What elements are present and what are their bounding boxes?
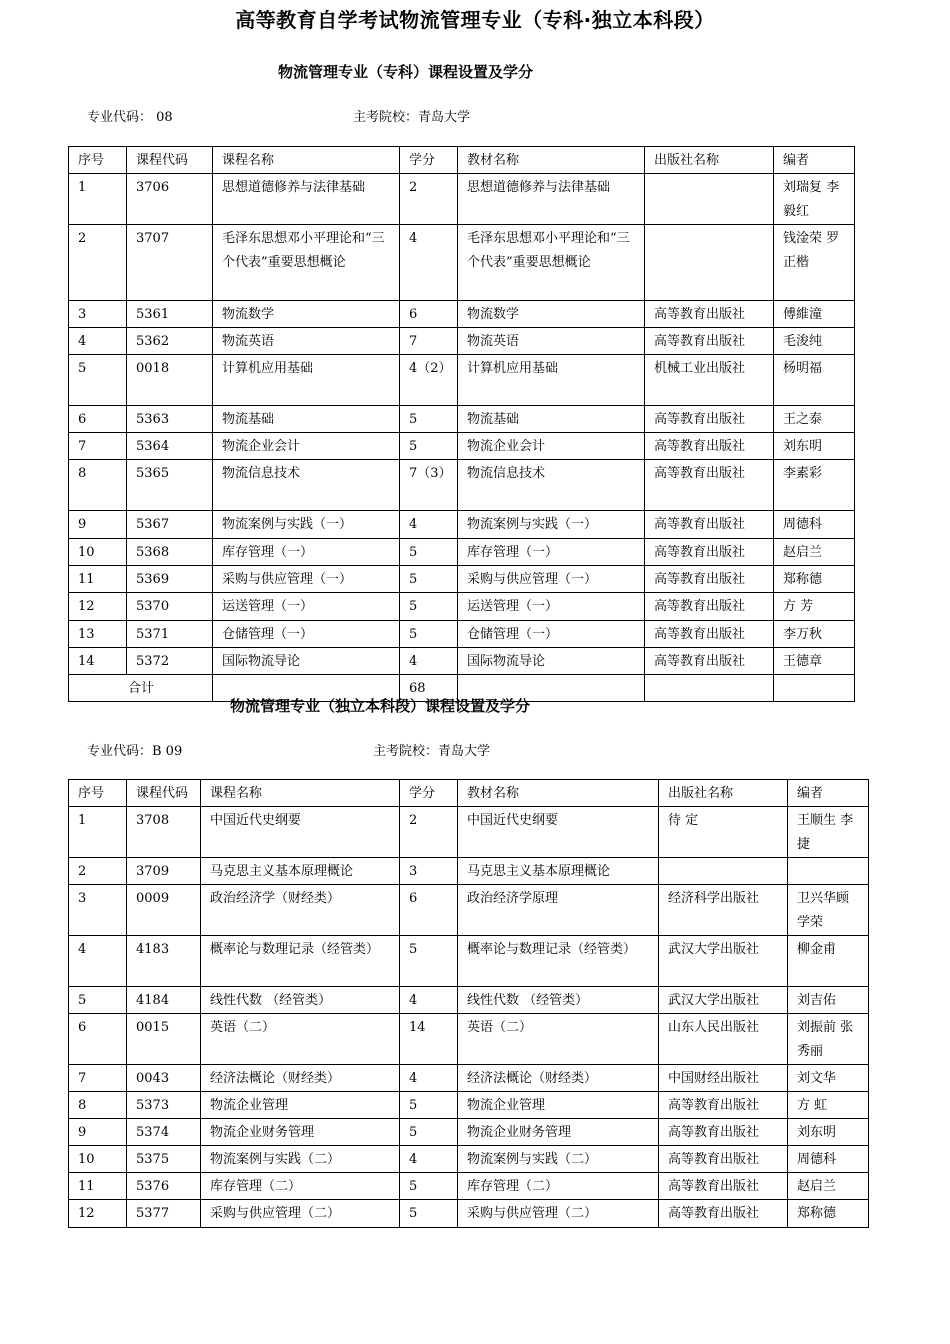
cell-course-name: 物流英语: [213, 328, 400, 355]
cell-credits: 5: [400, 433, 458, 460]
cell-editor: 周德科: [774, 511, 855, 539]
header-seq: 序号: [69, 147, 127, 174]
cell-editor: 刘文华: [788, 1065, 869, 1092]
cell-seq: 12: [69, 593, 127, 621]
cell-credits: 6: [400, 885, 458, 936]
cell-publisher: 高等教育出版社: [659, 1173, 788, 1200]
cell-seq: 5: [69, 987, 127, 1014]
cell-textbook: 运送管理（一）: [458, 593, 645, 621]
cell-course-code: 5363: [127, 406, 213, 433]
cell-publisher: 高等教育出版社: [645, 511, 774, 539]
cell-seq: 12: [69, 1200, 127, 1228]
cell-credits: 5: [400, 593, 458, 621]
cell-course-code: 5372: [127, 648, 213, 675]
table-row: [69, 328, 855, 355]
cell-publisher: [659, 858, 788, 885]
header-textbook: 教材名称: [458, 147, 645, 174]
cell-seq: 8: [69, 460, 127, 511]
cell-editor: 方 虹: [788, 1092, 869, 1119]
cell-textbook: 库存管理（一）: [458, 539, 645, 566]
course-table-bachelor: [68, 779, 869, 1228]
cell-textbook: 思想道德修养与法律基础: [458, 174, 645, 225]
cell-seq: 13: [69, 621, 127, 648]
table-row: [69, 621, 855, 648]
cell-textbook: 仓储管理（一）: [458, 621, 645, 648]
cell-course-code: 3707: [127, 225, 213, 301]
cell-course-code: 0043: [127, 1065, 201, 1092]
cell-seq: 1: [69, 174, 127, 225]
cell-credits: 4（2）: [400, 355, 458, 406]
cell-seq: 10: [69, 1146, 127, 1173]
cell-credits: 2: [400, 807, 458, 858]
cell-seq: 1: [69, 807, 127, 858]
cell-course-name: 库存管理（一）: [213, 539, 400, 566]
cell-seq: 9: [69, 511, 127, 539]
cell-credits: 4: [400, 648, 458, 675]
header-seq: 序号: [69, 780, 127, 807]
cell-credits: 5: [400, 1173, 458, 1200]
cell-course-name: 物流企业财务管理: [201, 1119, 400, 1146]
cell-course-name: 中国近代史纲要: [201, 807, 400, 858]
cell-publisher: 中国财经出版社: [659, 1065, 788, 1092]
header-course-code: 课程代码: [127, 147, 213, 174]
header-editor: 编者: [788, 780, 869, 807]
section2-title: 物流管理专业（独立本科段）课程设置及学分: [230, 697, 531, 715]
header-course-name: 课程名称: [201, 780, 400, 807]
cell-course-code: 0018: [127, 355, 213, 406]
header-course-code: 课程代码: [127, 780, 201, 807]
cell-publisher: 高等教育出版社: [645, 648, 774, 675]
cell-course-name: 物流企业管理: [201, 1092, 400, 1119]
table-row: [69, 1200, 869, 1228]
cell-course-name: 物流信息技术: [213, 460, 400, 511]
cell-course-name: 库存管理（二）: [201, 1173, 400, 1200]
cell-credits: 4: [400, 1146, 458, 1173]
table-row: [69, 936, 869, 987]
cell-course-name: 物流基础: [213, 406, 400, 433]
cell-textbook: 物流数学: [458, 301, 645, 328]
cell-editor: 刘吉佑: [788, 987, 869, 1014]
total-credits: 68: [400, 675, 458, 702]
cell-textbook: 概率论与数理记录（经管类）: [458, 936, 659, 987]
cell-textbook: 国际物流导论: [458, 648, 645, 675]
cell-course-code: 5362: [127, 328, 213, 355]
cell-editor: 李素彩: [774, 460, 855, 511]
cell-publisher: 高等教育出版社: [659, 1119, 788, 1146]
table-row: [69, 648, 855, 675]
cell-course-code: 5371: [127, 621, 213, 648]
cell-seq: 6: [69, 406, 127, 433]
cell-seq: 5: [69, 355, 127, 406]
cell-publisher: 高等教育出版社: [645, 566, 774, 593]
cell-seq: 3: [69, 885, 127, 936]
cell-publisher: 高等教育出版社: [645, 460, 774, 511]
cell-course-code: 5375: [127, 1146, 201, 1173]
cell-editor: 钱淦荣 罗正楷: [774, 225, 855, 301]
cell-course-name: 物流案例与实践（一）: [213, 511, 400, 539]
cell-publisher: 机械工业出版社: [645, 355, 774, 406]
cell-seq: 11: [69, 1173, 127, 1200]
cell-textbook: 线性代数 （经管类）: [458, 987, 659, 1014]
cell-textbook: 物流企业财务管理: [458, 1119, 659, 1146]
cell-course-code: 5361: [127, 301, 213, 328]
cell-editor: 柳金甫: [788, 936, 869, 987]
cell-textbook: 物流企业会计: [458, 433, 645, 460]
section2-school: 主考院校：青岛大学: [373, 744, 491, 759]
cell-textbook: 物流案例与实践（二）: [458, 1146, 659, 1173]
cell-course-code: 0015: [127, 1014, 201, 1065]
header-publisher: 出版社名称: [659, 780, 788, 807]
header-editor: 编者: [774, 147, 855, 174]
cell-credits: 5: [400, 621, 458, 648]
cell-course-code: 5367: [127, 511, 213, 539]
cell-course-name: 物流企业会计: [213, 433, 400, 460]
cell-textbook: 英语（二）: [458, 1014, 659, 1065]
cell-publisher: 高等教育出版社: [645, 593, 774, 621]
cell-course-code: 4183: [127, 936, 201, 987]
cell-credits: 4: [400, 1065, 458, 1092]
cell-publisher: [645, 174, 774, 225]
cell-editor: [788, 858, 869, 885]
cell-editor: 郑称德: [788, 1200, 869, 1228]
cell-editor: 王之泰: [774, 406, 855, 433]
cell-seq: 6: [69, 1014, 127, 1065]
cell-credits: 5: [400, 1092, 458, 1119]
cell-publisher: 山东人民出版社: [659, 1014, 788, 1065]
cell-seq: 10: [69, 539, 127, 566]
cell-seq: 7: [69, 1065, 127, 1092]
cell-textbook: 采购与供应管理（一）: [458, 566, 645, 593]
cell-seq: 11: [69, 566, 127, 593]
cell-course-name: 国际物流导论: [213, 648, 400, 675]
table-row: [69, 301, 855, 328]
page-title: 高等教育自学考试物流管理专业（专科·独立本科段）: [235, 8, 715, 32]
cell-course-name: 仓储管理（一）: [213, 621, 400, 648]
cell-seq: 2: [69, 858, 127, 885]
cell-course-code: 5368: [127, 539, 213, 566]
cell-publisher: 经济科学出版社: [659, 885, 788, 936]
table-row: [69, 1092, 869, 1119]
cell-credits: 7（3）: [400, 460, 458, 511]
table-row: [69, 460, 855, 511]
cell-publisher: 高等教育出版社: [645, 621, 774, 648]
cell-course-name: 政治经济学（财经类）: [201, 885, 400, 936]
cell-credits: 5: [400, 566, 458, 593]
cell-credits: 5: [400, 1200, 458, 1228]
header-course-name: 课程名称: [213, 147, 400, 174]
header-credits: 学分: [400, 780, 458, 807]
cell-textbook: 物流案例与实践（一）: [458, 511, 645, 539]
cell-textbook: 物流基础: [458, 406, 645, 433]
cell-publisher: 高等教育出版社: [645, 433, 774, 460]
cell-credits: 5: [400, 539, 458, 566]
cell-credits: 4: [400, 987, 458, 1014]
cell-editor: 郑称德: [774, 566, 855, 593]
cell-course-name: 运送管理（一）: [213, 593, 400, 621]
section1-school: 主考院校：青岛大学: [353, 110, 471, 125]
cell-course-name: 计算机应用基础: [213, 355, 400, 406]
cell-textbook: 物流信息技术: [458, 460, 645, 511]
cell-publisher: 武汉大学出版社: [659, 936, 788, 987]
cell-editor: 毛浚纯: [774, 328, 855, 355]
cell-course-code: 5374: [127, 1119, 201, 1146]
cell-seq: 14: [69, 648, 127, 675]
cell-editor: 杨明福: [774, 355, 855, 406]
cell-course-code: 3706: [127, 174, 213, 225]
cell-editor: 刘东明: [788, 1119, 869, 1146]
cell-seq: 7: [69, 433, 127, 460]
cell-course-name: 英语（二）: [201, 1014, 400, 1065]
table-row: [69, 1119, 869, 1146]
table-row: [69, 566, 855, 593]
cell-publisher: 高等教育出版社: [645, 301, 774, 328]
cell-course-code: 5376: [127, 1173, 201, 1200]
cell-course-code: 5373: [127, 1092, 201, 1119]
cell-textbook: 库存管理（二）: [458, 1173, 659, 1200]
cell-course-code: 4184: [127, 987, 201, 1014]
table-row: [69, 1014, 869, 1065]
cell-editor: 王德章: [774, 648, 855, 675]
cell-textbook: 物流英语: [458, 328, 645, 355]
table-row: [69, 593, 855, 621]
cell-editor: 李万秋: [774, 621, 855, 648]
cell-course-name: 马克思主义基本原理概论: [201, 858, 400, 885]
table-header-row: [69, 780, 869, 807]
cell-textbook: 经济法概论（财经类）: [458, 1065, 659, 1092]
cell-credits: 4: [400, 225, 458, 301]
cell-credits: 14: [400, 1014, 458, 1065]
table-row: [69, 885, 869, 936]
cell-course-code: 3708: [127, 807, 201, 858]
cell-textbook: 毛泽东思想邓小平理论和“三个代表”重要思想概论: [458, 225, 645, 301]
cell-editor: 王顺生 李捷: [788, 807, 869, 858]
table-row: [69, 174, 855, 225]
table-row: [69, 511, 855, 539]
total-empty-cell: [645, 675, 774, 702]
cell-textbook: 采购与供应管理（二）: [458, 1200, 659, 1228]
cell-editor: 赵启兰: [788, 1173, 869, 1200]
cell-course-code: 5370: [127, 593, 213, 621]
cell-credits: 6: [400, 301, 458, 328]
table-header-row: [69, 147, 855, 174]
cell-credits: 5: [400, 936, 458, 987]
cell-textbook: 政治经济学原理: [458, 885, 659, 936]
cell-course-name: 经济法概论（财经类）: [201, 1065, 400, 1092]
cell-seq: 4: [69, 328, 127, 355]
total-label: 合计: [69, 675, 213, 702]
cell-course-name: 物流案例与实践（二）: [201, 1146, 400, 1173]
cell-course-code: 3709: [127, 858, 201, 885]
section2-major-code: 专业代码：B 09: [87, 744, 183, 759]
cell-textbook: 计算机应用基础: [458, 355, 645, 406]
table-row: [69, 355, 855, 406]
cell-seq: 9: [69, 1119, 127, 1146]
cell-publisher: 武汉大学出版社: [659, 987, 788, 1014]
cell-publisher: 高等教育出版社: [659, 1146, 788, 1173]
cell-course-code: 5377: [127, 1200, 201, 1228]
cell-course-code: 5364: [127, 433, 213, 460]
cell-course-name: 采购与供应管理（二）: [201, 1200, 400, 1228]
cell-editor: 周德科: [788, 1146, 869, 1173]
cell-course-name: 采购与供应管理（一）: [213, 566, 400, 593]
cell-course-name: 物流数学: [213, 301, 400, 328]
cell-credits: 3: [400, 858, 458, 885]
table-row: [69, 1146, 869, 1173]
table-row: [69, 987, 869, 1014]
cell-editor: 方 芳: [774, 593, 855, 621]
cell-credits: 5: [400, 1119, 458, 1146]
cell-seq: 8: [69, 1092, 127, 1119]
cell-course-code: 0009: [127, 885, 201, 936]
cell-editor: 赵启兰: [774, 539, 855, 566]
table-row: [69, 1065, 869, 1092]
table-row: [69, 807, 869, 858]
table-row: [69, 858, 869, 885]
table-row: [69, 539, 855, 566]
cell-credits: 2: [400, 174, 458, 225]
cell-editor: 刘瑞复 李毅红: [774, 174, 855, 225]
table-row: [69, 1173, 869, 1200]
section1-major-code: 专业代码： 08: [87, 110, 173, 125]
cell-course-code: 5369: [127, 566, 213, 593]
cell-course-name: 概率论与数理记录（经管类）: [201, 936, 400, 987]
cell-course-name: 毛泽东思想邓小平理论和“三个代表”重要思想概论: [213, 225, 400, 301]
cell-course-code: 5365: [127, 460, 213, 511]
cell-seq: 4: [69, 936, 127, 987]
table-row: [69, 433, 855, 460]
cell-publisher: 高等教育出版社: [645, 406, 774, 433]
cell-publisher: 高等教育出版社: [659, 1200, 788, 1228]
cell-seq: 2: [69, 225, 127, 301]
cell-publisher: [645, 225, 774, 301]
header-textbook: 教材名称: [458, 780, 659, 807]
cell-publisher: 高等教育出版社: [645, 539, 774, 566]
cell-publisher: 高等教育出版社: [645, 328, 774, 355]
cell-textbook: 马克思主义基本原理概论: [458, 858, 659, 885]
cell-editor: 傅維潼: [774, 301, 855, 328]
cell-course-name: 思想道德修养与法律基础: [213, 174, 400, 225]
cell-publisher: 待 定: [659, 807, 788, 858]
section1-title: 物流管理专业（专科）课程设置及学分: [278, 63, 534, 81]
cell-editor: 刘振前 张秀丽: [788, 1014, 869, 1065]
cell-editor: 刘东明: [774, 433, 855, 460]
header-publisher: 出版社名称: [645, 147, 774, 174]
table-row: [69, 406, 855, 433]
cell-credits: 4: [400, 511, 458, 539]
table-row: [69, 225, 855, 301]
cell-publisher: 高等教育出版社: [659, 1092, 788, 1119]
cell-seq: 3: [69, 301, 127, 328]
header-credits: 学分: [400, 147, 458, 174]
total-empty-cell: [774, 675, 855, 702]
cell-credits: 7: [400, 328, 458, 355]
cell-textbook: 物流企业管理: [458, 1092, 659, 1119]
cell-course-name: 线性代数 （经管类）: [201, 987, 400, 1014]
cell-credits: 5: [400, 406, 458, 433]
course-table-associate: [68, 146, 855, 702]
cell-editor: 卫兴华顾学荣: [788, 885, 869, 936]
cell-textbook: 中国近代史纲要: [458, 807, 659, 858]
